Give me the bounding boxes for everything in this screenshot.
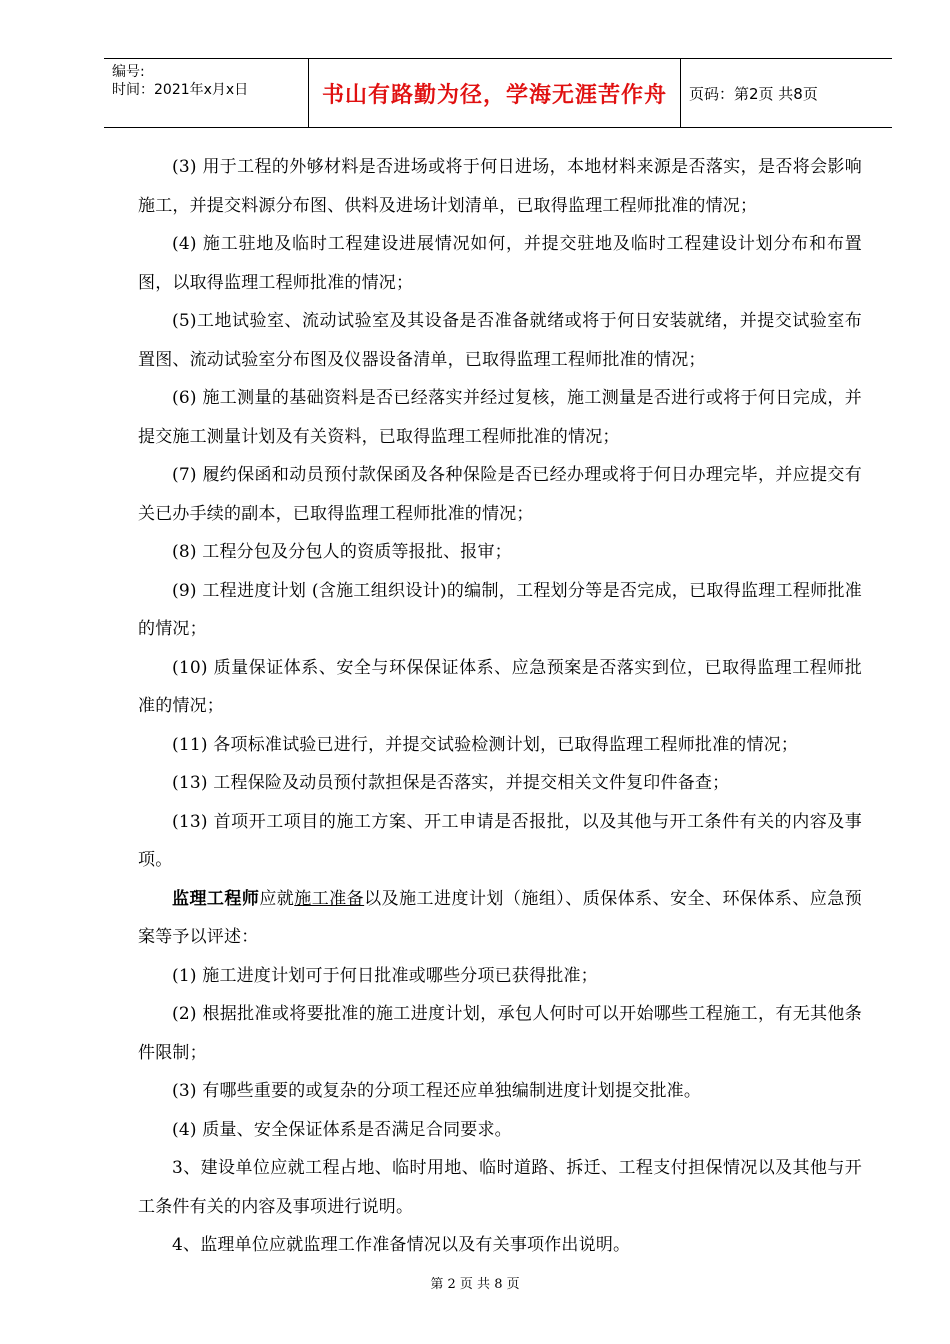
paragraph-item-9: (9) 工程进度计划 (含施工组织设计)的编制，工程划分等是否完成，已取得监理工程师批准的情况； bbox=[138, 580, 862, 639]
review-item-4: (4) 质量、安全保证体系是否满足合同要求。 bbox=[172, 1119, 512, 1140]
supervisor-text2: 以及施工进度计划（施组）、质保体系、安全、环保体系、应急预案等予以评述： bbox=[138, 888, 862, 947]
paragraph-item-13b: (13) 首项开工项目的施工方案、开工申请是否报批，以及其他与开工条件有关的内容及事项。 bbox=[138, 811, 862, 870]
header-meta bbox=[104, 59, 309, 127]
paragraph-item-3: (3) 用于工程的外够材料是否进场或将于何日进场，本地材料来源是否落实，是否将会影响施工，并提交料源分布图、供料及进场计划清单，已取得监理工程师批准的情况； bbox=[138, 157, 862, 216]
paragraph-item-4: (4) 施工驻地及临时工程建设进展情况如何，并提交驻地及临时工程建设计划分布和布置图，以取得监理工程师批准的情况； bbox=[138, 234, 862, 293]
header-page-number: 页码：第2页 共8页 bbox=[689, 84, 818, 103]
paragraph-item-7: (7) 履约保函和动员预付款保函及各种保险是否已经办理或将于何日办理完毕，并应提交有关已办手续的副本，已取得监理工程师批准的情况； bbox=[138, 465, 862, 524]
supervisor-underline: 施工准备 bbox=[294, 888, 365, 909]
supervisor-bold: 监理工程师 bbox=[172, 888, 260, 909]
page-header bbox=[104, 58, 892, 128]
document-time: 时间：2021年x月x日 bbox=[112, 82, 249, 98]
document-number-label: 编号: bbox=[112, 64, 145, 80]
review-item-1: (1) 施工进度计划可于何日批准或哪些分项已获得批准； bbox=[172, 965, 598, 986]
paragraph-item-5: (5)工地试验室、流动试验室及其设备是否准备就绪或将于何日安装就绪，并提交试验室布置图、流动试验室分布图及仪器设备清单，已取得监理工程师批准的情况； bbox=[138, 311, 862, 370]
paragraph-item-11: (11) 各项标准试验已进行，并提交试验检测计划，已取得监理工程师批准的情况； bbox=[172, 734, 799, 755]
paragraph-item-13a: (13) 工程保险及动员预付款担保是否落实，并提交相关文件复印件备查； bbox=[172, 773, 730, 793]
supervisor-paragraph bbox=[138, 880, 862, 957]
section-4-paragraph: 4、监理单位应就监理工作准备情况以及有关事项作出说明。 bbox=[172, 1235, 631, 1255]
supervisor-text1: 应就 bbox=[259, 888, 295, 909]
header-motto: 书山有路勤为径，学海无涯苦作舟 bbox=[321, 82, 667, 108]
review-item-2: (2) 根据批准或将要批准的施工进度计划，承包人何时可以开始哪些工程施工，有无其他条件限制； bbox=[138, 1004, 862, 1063]
section-3-paragraph: 3、建设单位应就工程占地、临时用地、临时道路、拆迁、工程支付担保情况以及其他与开工条件有关的内容及事项进行说明。 bbox=[138, 1158, 862, 1217]
paragraph-item-8: (8) 工程分包及分包人的资质等报批、报审； bbox=[172, 542, 512, 562]
paragraph-item-6: (6) 施工测量的基础资料是否已经落实并经过复核，施工测量是否进行或将于何日完成，并提交施工测量计划及有关资料，已取得监理工程师批准的情况； bbox=[138, 388, 862, 447]
paragraph-item-10: (10) 质量保证体系、安全与环保保证体系、应急预案是否落实到位，已取得监理工程师批准的情况； bbox=[138, 657, 862, 716]
document-body bbox=[138, 148, 862, 1265]
review-item-3: (3) 有哪些重要的或复杂的分项工程还应单独编制进度计划提交批准。 bbox=[172, 1081, 702, 1101]
page-footer: 第 2 页 共 8 页 bbox=[430, 1277, 520, 1292]
header-motto-cell bbox=[309, 59, 681, 127]
